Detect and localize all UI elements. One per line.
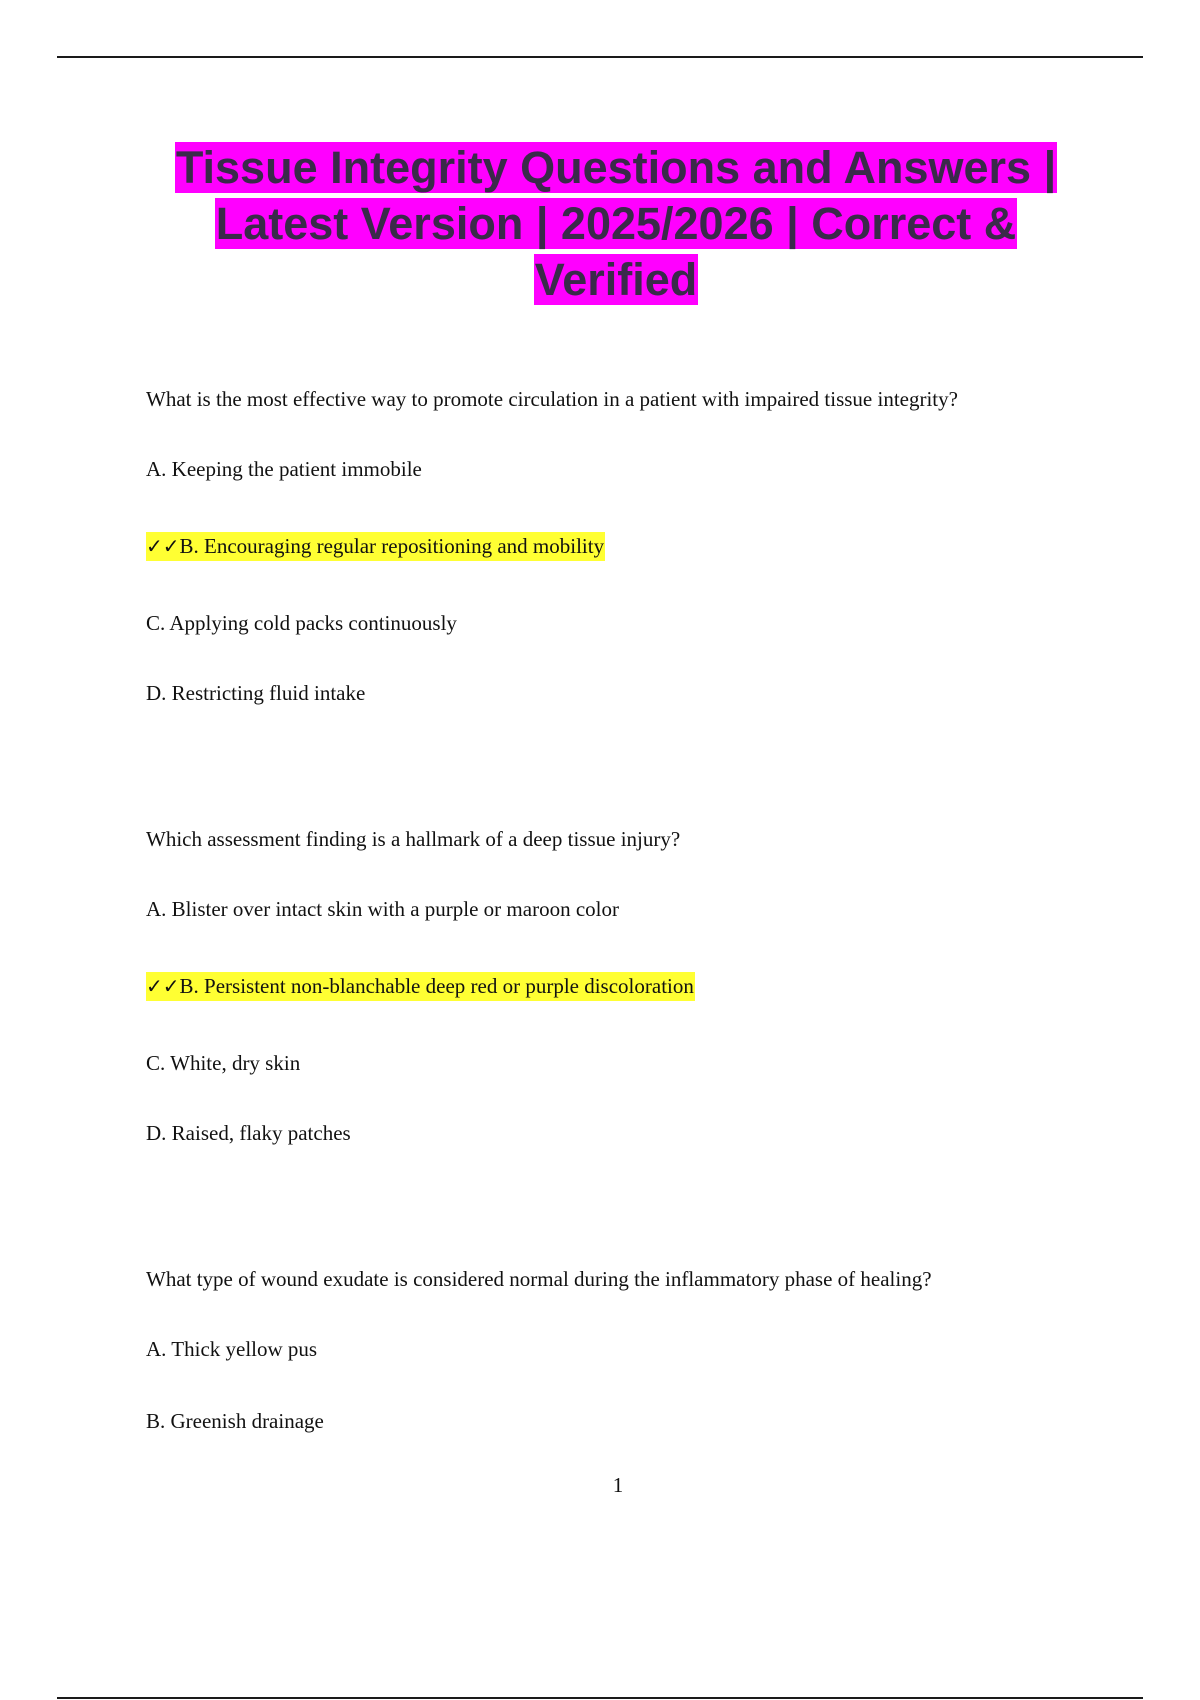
title-highlight: Tissue Integrity Questions and Answers | Latest Version | 2025/2026 | Correct & Verified <box>175 142 1057 305</box>
question-2-option-c: C. White, dry skin <box>146 1051 301 1075</box>
question-2-text: Which assessment finding is a hallmark of a deep tissue injury? <box>146 827 681 851</box>
checkmark-icon: ✓✓ <box>146 534 180 558</box>
checkmark-icon: ✓✓ <box>146 974 180 998</box>
question-1-option-c: C. Applying cold packs continuously <box>146 611 457 635</box>
question-1-option-b-correct <box>146 531 605 561</box>
question-2-option-a: A. Blister over intact skin with a purple or maroon color <box>146 897 619 921</box>
question-1-option-a: A. Keeping the patient immobile <box>146 457 422 481</box>
answer-text: B. Persistent non-blanchable deep red or purple discoloration <box>179 974 694 998</box>
question-2-option-b-correct <box>146 971 695 1001</box>
question-1-text: What is the most effective way to promote circulation in a patient with impaired tissue integrity? <box>146 387 958 411</box>
header-rule <box>57 56 1143 58</box>
question-3-option-b: B. Greenish drainage <box>146 1409 324 1433</box>
page-number: 1 <box>612 1473 624 1497</box>
correct-answer-highlight <box>146 972 695 1001</box>
document-title <box>130 140 1102 308</box>
correct-answer-highlight <box>146 532 605 561</box>
question-1-option-d: D. Restricting fluid intake <box>146 681 366 705</box>
question-3-text: What type of wound exudate is considered normal during the inflammatory phase of healing? <box>146 1267 932 1291</box>
question-3-option-a: A. Thick yellow pus <box>146 1337 318 1361</box>
footer-rule <box>57 1697 1143 1699</box>
question-2-option-d: D. Raised, flaky patches <box>146 1121 351 1145</box>
answer-text: B. Encouraging regular repositioning and mobility <box>179 534 605 558</box>
